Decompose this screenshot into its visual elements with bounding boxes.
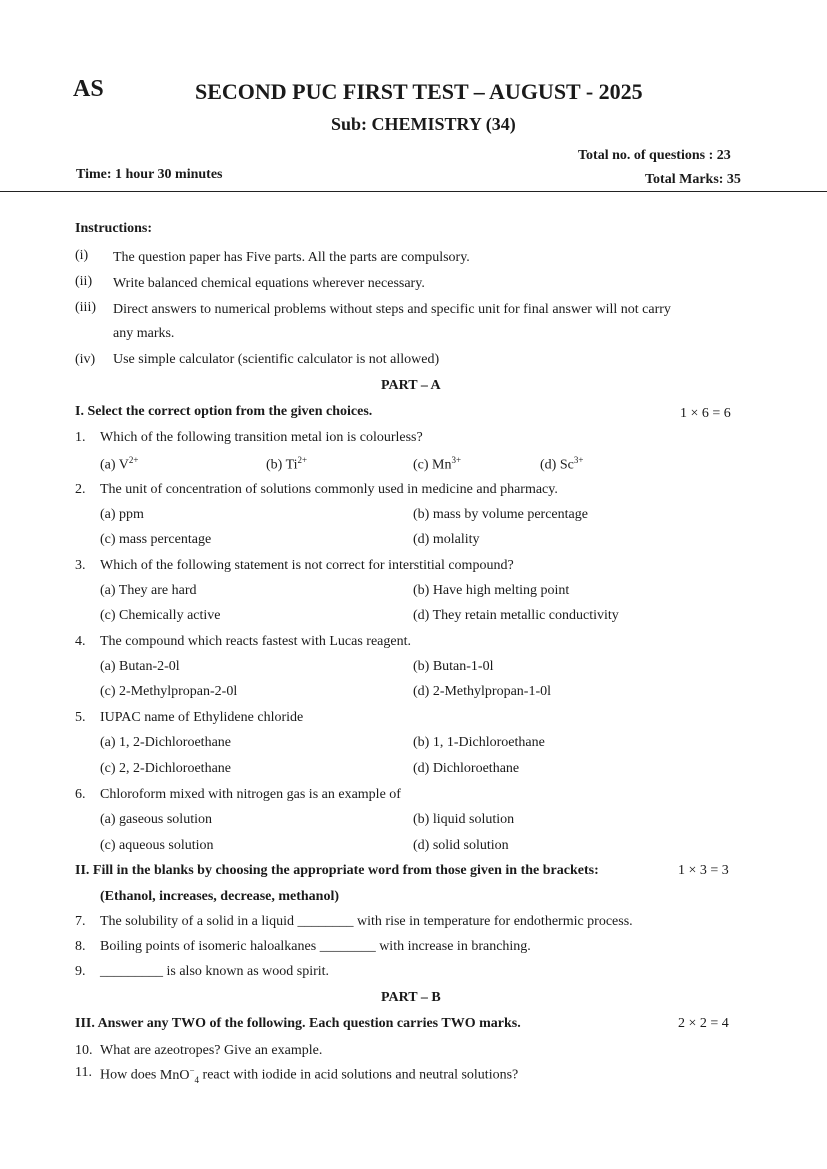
word-bank: (Ethanol, increases, decrease, methanol) (100, 889, 340, 904)
option: (a) They are hard (100, 583, 197, 598)
question-text: Chloroform mixed with nitrogen gas is an example of (100, 787, 401, 802)
option: (b) Butan-1-0l (413, 659, 494, 674)
question-text: Which of the following transition metal ion is colourless? (100, 430, 423, 445)
section-1-title: I. Select the correct option from the given choices. (75, 404, 373, 419)
option: (b) Have high melting point (413, 583, 570, 598)
subject-title: Sub: CHEMISTRY (34) (331, 114, 516, 134)
question-text: The compound which reacts fastest with Lucas reagent. (100, 634, 412, 649)
section-3-marks: 2 × 2 = 4 (678, 1016, 729, 1031)
option: (d) 2-Methylpropan-1-0l (413, 684, 552, 699)
time-allowed: Time: 1 hour 30 minutes (76, 167, 223, 182)
option: (c) $Mn^{3+}$ (413, 455, 462, 473)
option: (b) $Ti^{2+}$ (266, 455, 308, 473)
answer-blank: _________ (100, 964, 163, 979)
part-a-title: PART – A (381, 378, 441, 393)
option: (c) 2, 2-Dichloroethane (100, 761, 231, 776)
instruction-num: (i) (75, 248, 89, 263)
question-number: 1. (75, 430, 86, 445)
section-2-title: II. Fill in the blanks by choosing the appropriate word from those given in the brackets: (75, 863, 599, 878)
instruction-text: The question paper has Five parts. All the parts are compulsory. (113, 250, 470, 265)
option: (a) gaseous solution (100, 812, 212, 827)
fill-blank-question: _________ is also known as wood spirit. (100, 964, 330, 979)
option: (d) They retain metallic conductivity (413, 608, 619, 623)
question-number: 8. (75, 939, 86, 954)
total-questions: Total no. of questions : 23 (578, 148, 731, 163)
question-text: The unit of concentration of solutions commonly used in medicine and pharmacy. (100, 482, 558, 497)
part-b-title: PART – B (381, 990, 441, 1005)
option: (c) Chemically active (100, 608, 221, 623)
instruction-text: Direct answers to numerical problems without steps and specific unit for final answer will not carry (113, 302, 671, 317)
instructions-heading: Instructions: (75, 221, 153, 236)
instruction-num: (iii) (75, 300, 96, 315)
question-number: 7. (75, 914, 86, 929)
option: (b) liquid solution (413, 812, 515, 827)
header-divider (0, 191, 827, 192)
question-number: 5. (75, 710, 86, 725)
answer-blank: ________ (319, 939, 376, 954)
option: (a) ppm (100, 507, 144, 522)
instruction-text: Use simple calculator (scientific calculator is not allowed) (113, 352, 440, 367)
question-text: Which of the following statement is not correct for interstitial compound? (100, 558, 514, 573)
answer-blank: ________ (297, 914, 354, 929)
question-text: How does MnO−$_4$ react with iodide in acid solutions and neutral solutions? (100, 1065, 519, 1085)
total-marks: Total Marks: 35 (645, 172, 741, 187)
section-2-marks: 1 × 3 = 3 (678, 863, 729, 878)
instruction-text: Write balanced chemical equations wherever necessary. (113, 276, 425, 291)
option: (b) mass by volume percentage (413, 507, 588, 522)
permanganate-formula: MnO−$_4$ (159, 1065, 200, 1085)
fill-blank-question: Boiling points of isomeric haloalkanes ________ with increase in branching. (100, 939, 531, 954)
instruction-text-continued: any marks. (113, 326, 175, 341)
question-number: 11. (75, 1065, 92, 1080)
option: (c) mass percentage (100, 532, 212, 547)
question-number: 9. (75, 964, 86, 979)
question-number: 2. (75, 482, 86, 497)
option: (a) 1, 2-Dichloroethane (100, 735, 231, 750)
option: (c) 2-Methylpropan-2-0l (100, 684, 238, 699)
instruction-num: (ii) (75, 274, 93, 289)
section-3-title: III. Answer any TWO of the following. Each question carries TWO marks. (75, 1016, 521, 1031)
question-number: 4. (75, 634, 86, 649)
option: (d) molality (413, 532, 480, 547)
question-number: 6. (75, 787, 86, 802)
question-number: 10. (75, 1043, 93, 1058)
option: (b) 1, 1-Dichloroethane (413, 735, 545, 750)
exam-title: SECOND PUC FIRST TEST – AUGUST - 2025 (195, 79, 643, 104)
question-text: IUPAC name of Ethylidene chloride (100, 710, 304, 725)
instruction-num: (iv) (75, 352, 96, 367)
option: (d) Dichloroethane (413, 761, 520, 776)
option: (c) aqueous solution (100, 838, 214, 853)
option: (a) $V^{2+}$ (100, 455, 139, 473)
question-text: What are azeotropes? Give an example. (100, 1043, 323, 1058)
option: (d) $Sc^{3+}$ (540, 455, 584, 473)
option: (d) solid solution (413, 838, 509, 853)
paper-code: AS (73, 76, 104, 102)
option: (a) Butan-2-0l (100, 659, 180, 674)
question-number: 3. (75, 558, 86, 573)
fill-blank-question: The solubility of a solid in a liquid ________ with rise in temperature for endothermic process. (100, 914, 633, 929)
section-1-marks: 1 × 6 = 6 (680, 406, 731, 421)
